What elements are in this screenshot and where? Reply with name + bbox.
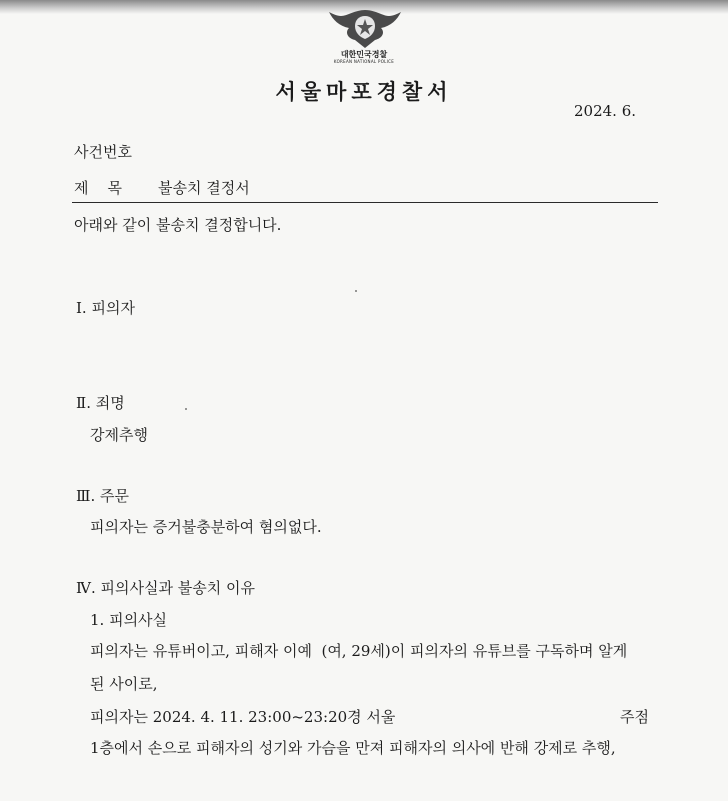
document-date: 2024. 6. (574, 102, 637, 120)
facts-line-1: 피의자는 유튜버이고, 피해자 이예 (여, 29세)이 피의자의 유튜브를 구독하며 알게 (90, 642, 628, 660)
section-facts-subheading: 1. 피의사실 (90, 611, 168, 629)
facts-line-4: 1층에서 손으로 피해자의 성기와 가슴을 만져 피해자의 의사에 반해 강제로 추행, (90, 739, 616, 757)
emblem-english-label: KOREAN NATIONAL POLICE (333, 59, 395, 64)
subject-label: 제 목 (74, 179, 123, 197)
subject-value: 불송치 결정서 (158, 179, 250, 197)
header-divider (72, 202, 658, 203)
intro-text: 아래와 같이 불송치 결정합니다. (74, 216, 282, 234)
section-order-body: 피의자는 증거불충분하여 혐의없다. (90, 518, 322, 536)
facts-line-3-left: 피의자는 2024. 4. 11. 23:00~23:20경 서울 (90, 708, 396, 726)
case-number-label: 사건번호 (74, 143, 132, 161)
facts-line-2: 된 사이로, (90, 675, 158, 693)
scan-speck (355, 290, 357, 292)
scan-speck (185, 408, 187, 410)
section-charge-heading: Ⅱ. 죄명 (76, 394, 125, 412)
station-title: 서울마포경찰서 (275, 79, 453, 104)
police-emblem-icon (325, 4, 405, 52)
section-facts-heading: Ⅳ. 피의사실과 불송치 이유 (76, 579, 255, 597)
emblem-korean-label: 대한민국경찰 (340, 50, 388, 59)
section-suspect-heading: Ⅰ. 피의자 (76, 299, 135, 317)
section-charge-body: 강제추행 (90, 426, 148, 444)
section-order-heading: Ⅲ. 주문 (76, 487, 129, 505)
facts-line-3-right: 주점 (620, 708, 649, 726)
